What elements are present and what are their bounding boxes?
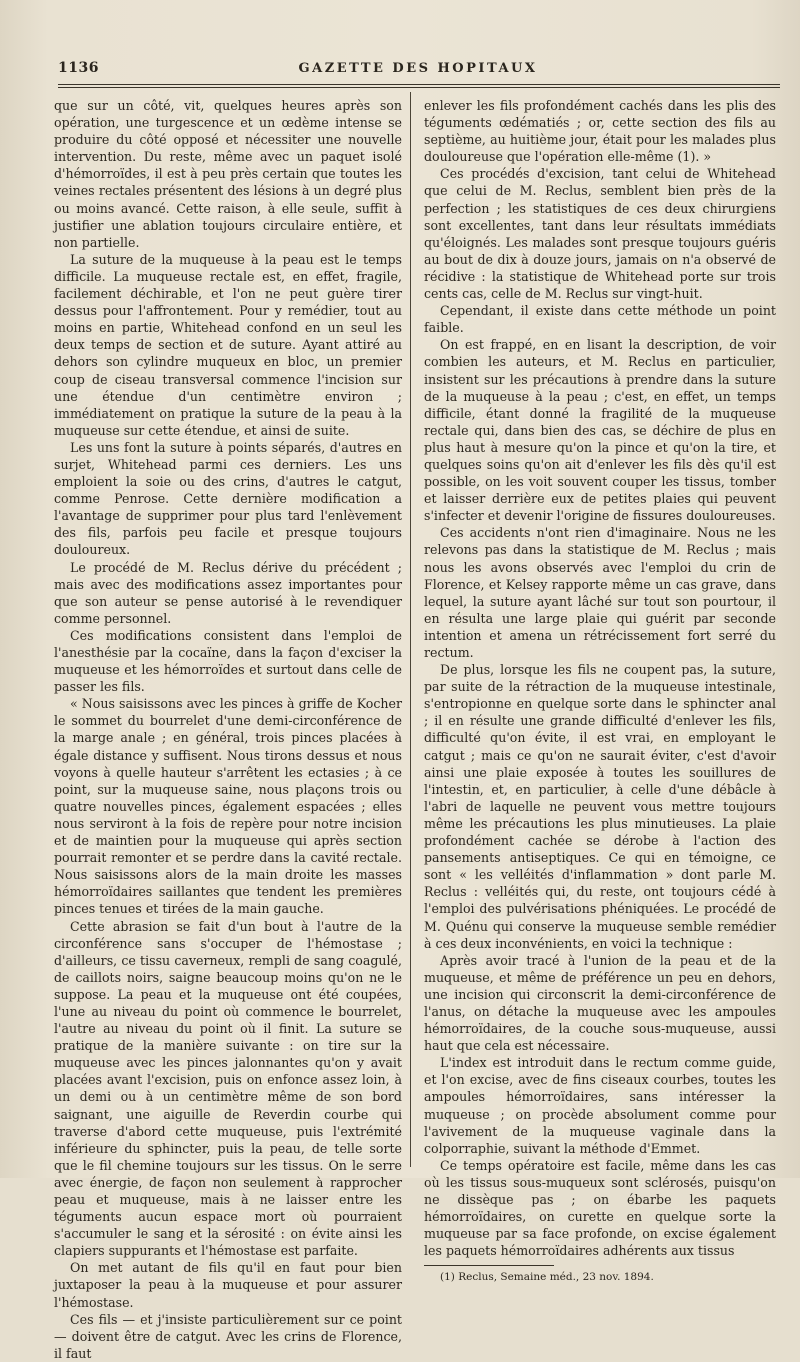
right-column [424, 97, 776, 1284]
paragraph: « Nous saisissons avec les pinces à griffe de Kocher le sommet du bourrelet d'une demi-circonférence de la marge anale ; en général, trois pinces placées à égale distance y suffisent. Nous tirons dessus et nous voyons à quelle hauteur s'arrêtent les ectasies ; à ce point, sur la muqueuse saine, nous plaçons trois ou quatre nouvelles pinces, également espacées ; elles nous serviront à la fois de repère pour notre incision et de maintien pour la muqueuse qui après section pourrait remonter et se perdre dans la cavité rectale. Nous saisissons alors de la main droite les masses hémorroïdaires saillantes que tendent les premières pinces tenues et tirées de la main gauche. [54, 696, 402, 917]
paragraph: que sur un côté, vit, quelques heures après son opération, une turgescence et un œdème intense se produire du côté opposé et nécessiter une nouvelle intervention. Du reste, même avec un paquet isolé d'hémorroïdes, il est à peu près certain que toutes les veines rectales présentent des lésions à un degré plus ou moins avancé. Cette raison, à elle seule, suffit à justifier une ablation toujours circulaire entière, et non partielle. [54, 98, 402, 250]
paragraph: On est frappé, en en lisant la description, de voir combien les auteurs, et M. Reclus en particulier, insistent sur les précautions à prendre dans la suture de la muqueuse à la peau ; c'est, en effet, un temps difficile, étant donné la fragilité de la muqueuse rectale qui, dans bien des cas, se déchire de plus en plus haut à mesure qu'on la pince et qu'on la tire, et quelques soins qu'on ait d'enlever les fils dès qu'il est possible, on les voit souvent couper les tissus, tomber et laisser derrière eux de petites plaies qui peuvent s'infecter et devenir l'origine de fissures douloureuses. [424, 337, 776, 524]
column-divider [410, 92, 411, 1167]
paragraph: Après avoir tracé à l'union de la peau et de la muqueuse, et même de préférence un peu en dehors, une incision qui circonscrit la demi-circonférence de l'anus, on détache la muqueuse avec les ampoules hémorroïdaires, de la couche sous-muqueuse, aussi haut que cela est nécessaire. [424, 952, 776, 1054]
paragraph: De plus, lorsque les fils ne coupent pas, la suture, par suite de la rétraction de la muqueuse intestinale, s'entropionne en quelque sorte dans le sphincter anal ; il en résulte une grande difficulté d'enlever les fils, difficulté qu'on évite, il est vrai, en employant le catgut ; mais ce qu'on ne saurait éviter, c'est d'avoir ainsi une plaie exposée à toutes les souillures de l'intestin, et, en particulier, à celle d'une débâcle à l'abri de laquelle ne peuvent vous mettre toujours même les précautions les plus minutieuses. La plaie profondément cachée se dérobe à l'action des pansements antiseptiques. Ce qui en témoigne, ce sont « les velléités d'inflammation » dont parle M. Reclus : velléités qui, du reste, ont toujours cédé à l'emploi des pulvérisations phéniquées. Le procédé de M. Quénu qui conserve la muqueuse semble remédier à ces deux inconvénients, en voici la technique : [424, 662, 776, 951]
running-title: GAZETTE DES HOPITAUX [298, 61, 538, 76]
page-number: 1136 [58, 60, 99, 76]
footnote: (1) Reclus, Semaine méd., 23 nov. 1894. [440, 1271, 654, 1284]
paragraph: Ces accidents n'ont rien d'imaginaire. Nous ne les relevons pas dans la statistique de M. Reclus ; mais nous les avons observés avec l'emploi du crin de Florence, et Kelsey rapporte même un cas grave, dans lequel, la suture ayant lâché sur tout son pourtour, il en résulta une large plaie qui guérit par seconde intention et amena un rétrécissement fort serré du rectum. [424, 525, 776, 660]
paragraph: Le procédé de M. Reclus dérive du précédent ; mais avec des modifications assez importantes pour que son auteur se pense autorisé à le revendiquer comme personnel. [54, 559, 402, 626]
paragraph: On met autant de fils qu'il en faut pour bien juxtaposer la peau à la muqueuse et pour assurer l'hémostase. [54, 1260, 402, 1310]
paragraph: Ce temps opératoire est facile, même dans les cas où les tissus sous-muqueux sont sclérosés, puisqu'on ne dissèque pas ; on ébarbe les paquets hémorroïdaires, on curette en quelque sorte la muqueuse par sa face profonde, on excise également les paquets hémorroïdaires adhérents aux tissus [424, 1157, 776, 1259]
paragraph: enlever les fils profondément cachés dans les plis des téguments œdématiés ; or, cette section des fils au septième, au huitième jour, était pour les malades plus douloureuse que l'opération elle-même (1). » [424, 98, 776, 165]
left-column [54, 97, 402, 1361]
page-header [58, 60, 778, 82]
paragraph: L'index est introduit dans le rectum comme guide, et l'on excise, avec de fins ciseaux courbes, toutes les ampoules hémorroïdaires, sans intéresser la muqueuse ; on procède absolument comme pour l'avivement de la muqueuse vaginale dans la colporraphie, suivant la méthode d'Emmet. [424, 1055, 776, 1156]
paragraph: Cette abrasion se fait d'un bout à l'autre de la circonférence sans s'occuper de l'hémostase ; d'ailleurs, ce tissu caverneux, rempli de sang coagulé, de caillots noirs, saigne beaucoup moins qu'on ne le suppose. La peau et la muqueuse ont été coupées, l'une au niveau du point où commence le bourrelet, l'autre au niveau du point où il finit. La suture se pratique de la manière suivante : on tire sur la muqueuse avec les pinces jalonnantes qu'on y avait placées avant l'excision, puis on enfonce assez loin, à un demi ou à un centimètre même de son bord saignant, une aiguille de Reverdin courbe qui traverse d'abord cette muqueuse, puis l'extrémité inférieure du sphincter, puis la peau, de telle sorte que le fil chemine toujours sur les tissus. On le serre avec énergie, de façon non seulement à rapprocher peau et muqueuse, mais à ne laisser entre les téguments aucun espace mort où pourraient s'accumuler le sang et la sérosité : on évite ainsi les clapiers suppurants et l'hémostase est parfaite. [54, 918, 402, 1259]
paragraph: Ces modifications consistent dans l'emploi de l'anesthésie par la cocaïne, dans la façon d'exciser la muqueuse et les hémorroïdes et surtout dans celle de passer les fils. [54, 627, 402, 695]
header-rule [58, 84, 780, 85]
footnote-rule [424, 1265, 554, 1266]
paragraph: La suture de la muqueuse à la peau est le temps difficile. La muqueuse rectale est, en effet, fragile, facilement déchirable, et l'on ne peut guère tirer dessus pour l'affrontement. Pour y remédier, tout au moins en partie, Whitehead confond en un seul les deux temps de section et de suture. Ayant attiré au dehors son cylindre muqueux en bloc, un premier coup de ciseau transversal commence l'incision sur une étendue d'un centimètre environ ; immédiatement on pratique la suture de la peau à la muqueuse sur cette étendue, et ainsi de suite. [54, 251, 402, 438]
paragraph: Les uns font la suture à points séparés, d'autres en surjet, Whitehead parmi ces derniers. Les uns emploient la soie ou des crins, d'autres le catgut, comme Penrose. Cette dernière modification a l'avantage de supprimer pour plus tard l'enlèvement des fils, parfois peu facile et presque toujours douloureux. [54, 439, 402, 558]
header-rule-double [58, 87, 780, 88]
paragraph: Ces fils — et j'insiste particulièrement sur ce point — doivent être de catgut. Avec les crins de Florence, il faut [54, 1311, 402, 1361]
paragraph: Ces procédés d'excision, tant celui de Whitehead que celui de M. Reclus, semblent bien près de la perfection ; les statistiques de ces deux chirurgiens sont excellentes, tant dans leur résultats immédiats qu'éloignés. Les malades sont presque toujours guéris au bout de dix à douze jours, jamais on n'a observé de récidive : la statistique de Whitehead porte sur trois cents cas, celle de M. Reclus sur vingt-huit. [424, 166, 776, 302]
paragraph: Cependant, il existe dans cette méthode un point faible. [424, 303, 776, 336]
